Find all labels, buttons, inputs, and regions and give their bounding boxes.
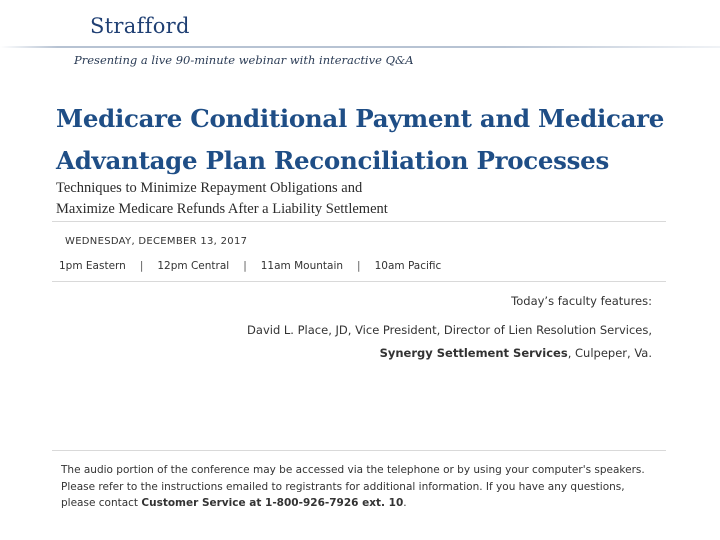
subtitle-line-1: Techniques to Minimize Repayment Obligations and [56, 180, 363, 196]
title-line-2: Advantage Plan Reconciliation Processes [56, 146, 609, 175]
time-pacific: 10am Pacific [374, 260, 442, 272]
section-divider [52, 281, 666, 282]
footer-end: . [403, 497, 407, 509]
speaker-firm: Synergy Settlement Services [379, 346, 568, 360]
webinar-tagline: Presenting a live 90-minute webinar with interactive Q&A [74, 53, 414, 67]
subtitle-line-2: Maximize Medicare Refunds After a Liability Settlement [56, 201, 388, 217]
time-mountain: 11am Mountain [260, 260, 344, 272]
speaker-firm-line [380, 346, 652, 360]
footer-divider [52, 450, 666, 451]
section-divider [52, 221, 666, 222]
customer-service-contact: Customer Service at 1-800-926-7926 ext. 10 [141, 497, 404, 509]
webinar-title [56, 98, 696, 182]
time-zones [59, 260, 441, 272]
time-central: 12pm Central [157, 260, 230, 272]
speaker-name-title: David L. Place, JD, Vice President, Director of Lien Resolution Services, [247, 323, 652, 337]
title-line-1: Medicare Conditional Payment and Medicare [56, 104, 665, 133]
webinar-subtitle [56, 178, 676, 220]
footer-notice [61, 462, 661, 512]
webinar-date: WEDNESDAY, DECEMBER 13, 2017 [65, 236, 248, 247]
time-eastern: 1pm Eastern [59, 260, 126, 272]
time-separator: | [139, 260, 144, 272]
faculty-heading: Today’s faculty features: [511, 294, 652, 308]
header-divider [0, 46, 720, 48]
time-separator: | [243, 260, 247, 272]
footer-text: The audio portion of the conference may be accessed via the telephone or by using your computer's speakers. Please refer to the instructions emailed to registrants for additional information. If you have any questions, please contact [61, 464, 645, 509]
speaker-location: , Culpeper, Va. [567, 346, 652, 360]
strafford-logo: Strafford [90, 14, 190, 38]
time-separator: | [357, 260, 361, 272]
